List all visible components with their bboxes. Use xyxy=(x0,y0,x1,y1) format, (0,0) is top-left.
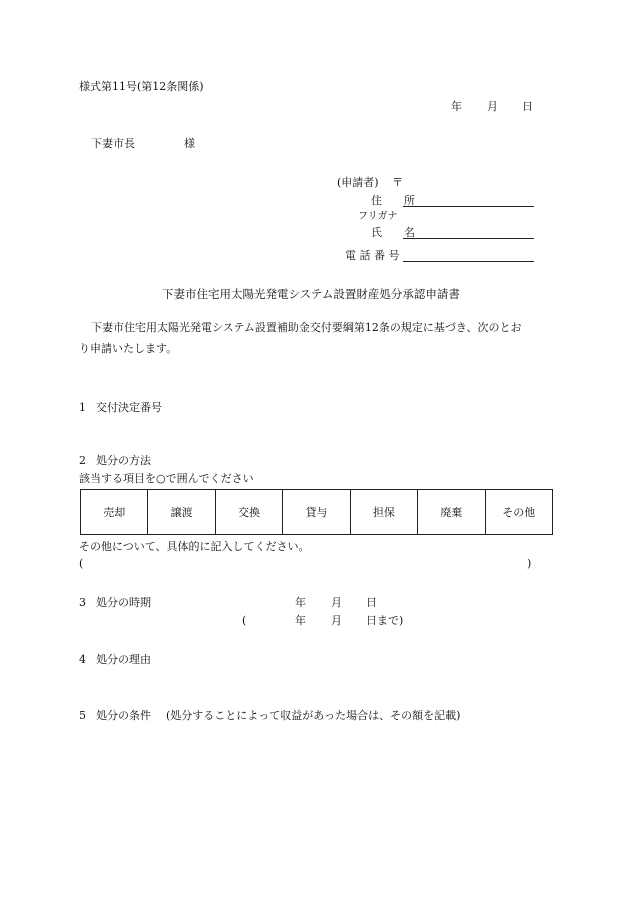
section-1-number: 1 xyxy=(79,401,86,414)
name-label: 氏 名 xyxy=(371,226,415,239)
postal-mark: 〒 xyxy=(392,176,403,189)
section-4-label: 処分の理由 xyxy=(96,653,151,666)
option-transfer[interactable]: 譲渡 xyxy=(148,490,215,535)
to-month-label: 月 xyxy=(331,614,342,627)
date-month-label: 月 xyxy=(487,100,498,113)
to-open-paren: ( xyxy=(242,614,247,627)
section-5-number: 5 xyxy=(79,709,86,722)
other-close-paren: ) xyxy=(527,557,532,570)
furigana-label: フリガナ xyxy=(358,211,398,222)
section-1-label: 交付決定番号 xyxy=(96,401,162,414)
body-text-line2: り申請いたします。 xyxy=(79,342,178,355)
form-number: 様式第11号(第12条関係) xyxy=(79,80,204,93)
section-5-label: 処分の条件 xyxy=(96,709,151,722)
option-lend[interactable]: 貸与 xyxy=(283,490,350,535)
from-month-label: 月 xyxy=(331,596,342,609)
addressee-honorific: 様 xyxy=(184,137,195,150)
other-open-paren: ( xyxy=(79,557,84,570)
date-year-label: 年 xyxy=(451,100,462,113)
section-5-note: (処分することによって収益があった場合は、その額を記載) xyxy=(166,709,461,722)
date-day-label: 日 xyxy=(522,100,533,113)
section-3-label: 処分の時期 xyxy=(96,596,151,609)
phone-field-line[interactable] xyxy=(403,261,534,262)
option-collateral[interactable]: 担保 xyxy=(350,490,417,535)
section-4-number: 4 xyxy=(79,653,86,666)
option-sale[interactable]: 売却 xyxy=(81,490,148,535)
address-field-line[interactable] xyxy=(403,206,534,207)
body-text-line1: 下妻市住宅用太陽光発電システム設置補助金交付要綱第12条の規定に基づき、次のとお xyxy=(91,321,522,334)
option-other[interactable]: その他 xyxy=(485,490,552,535)
name-field-line[interactable] xyxy=(403,238,534,239)
section-2-other-note: その他について、具体的に記入してください。 xyxy=(79,540,310,553)
section-3-number: 3 xyxy=(79,596,86,609)
option-exchange[interactable]: 交換 xyxy=(215,490,282,535)
to-day-label: 日まで) xyxy=(366,614,404,627)
option-disposal[interactable]: 廃棄 xyxy=(418,490,485,535)
to-year-label: 年 xyxy=(295,614,306,627)
disposal-method-table xyxy=(80,489,553,535)
applicant-label: (申請者) xyxy=(337,176,379,189)
section-2-instruction: 該当する項目を○で囲んでください xyxy=(79,472,254,485)
from-year-label: 年 xyxy=(295,596,306,609)
section-2-number: 2 xyxy=(79,454,86,467)
addressee-name: 下妻市長 xyxy=(91,137,135,150)
from-day-label: 日 xyxy=(366,596,377,609)
document-title: 下妻市住宅用太陽光発電システム設置財産処分承認申請書 xyxy=(162,287,460,301)
phone-label: 電 話 番 号 xyxy=(345,249,400,262)
address-label: 住 所 xyxy=(371,194,415,207)
section-2-label: 処分の方法 xyxy=(96,454,151,467)
